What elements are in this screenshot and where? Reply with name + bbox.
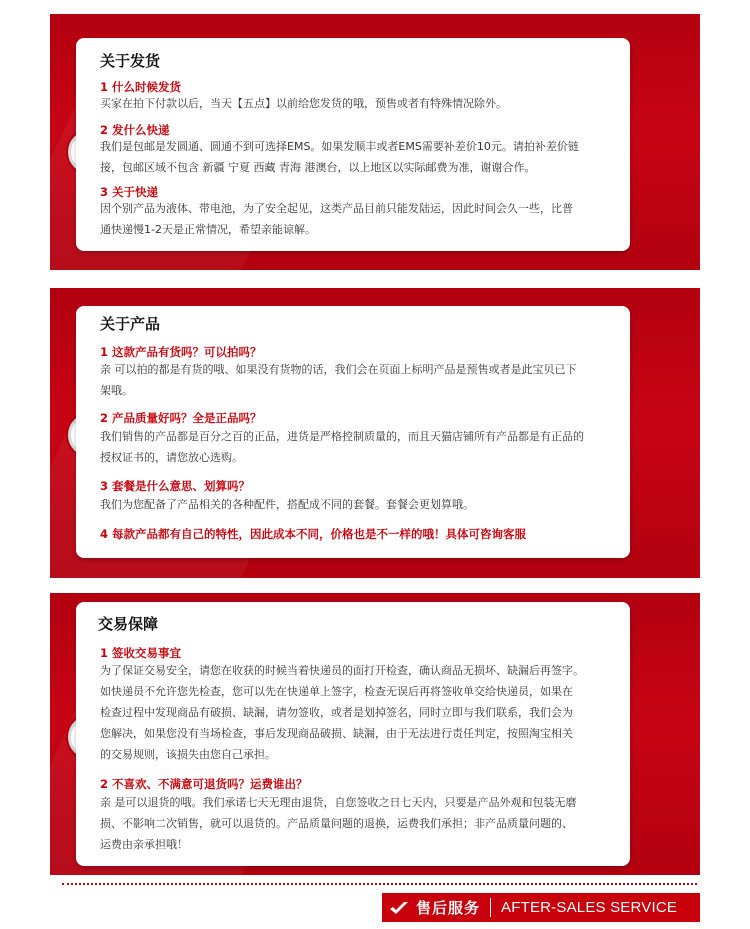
answer-line: 为了保证交易安全，请您在收获的时候当着快递员的面打开检查，确认商品无损坏、缺漏后再签字。: [100, 664, 584, 677]
question-highlight: 4 每款产品都有自己的特性，因此成本不同，价格也是不一样的哦！具体可咨询客服: [100, 527, 527, 541]
answer-line: 您解决，如果您没有当场检查，事后发现商品破损、缺漏，由于无法进行责任判定，按照淘宝相关: [100, 727, 573, 740]
answer-line: 我们为您配备了产品相关的各种配件，搭配成不同的套餐。套餐会更划算哦。: [100, 498, 474, 511]
dotted-divider: [62, 883, 697, 885]
answer-line: 检查过程中发现商品有破损、缺漏，请勿签收，或者是划掉签名，同时立即与我们联系，我们会为: [100, 706, 573, 719]
answer-line: 我们销售的产品都是百分之百的正品，进货是严格控制质量的，而且天猫店铺所有产品都是有正品的: [100, 430, 584, 443]
answer-line: 如快递员不允许您先检查，您可以先在快递单上签字，检查无误后再将签收单交给快递员，如果在: [100, 685, 573, 698]
question: 2 发什么快递: [100, 123, 170, 137]
after-sales-en-label: AFTER-SALES SERVICE: [501, 899, 678, 916]
card-product: [76, 306, 630, 558]
card-guarantee: [76, 602, 630, 866]
answer-line: 架哦。: [100, 384, 133, 397]
question: 3 套餐是什么意思、划算吗？: [100, 479, 251, 493]
answer-line: 损、不影响二次销售，就可以退货的。产品质量问题的退换，运费我们承担；非产品质量问题的、: [100, 817, 573, 830]
card-shipping: [76, 38, 630, 251]
section-title: 关于发货: [100, 52, 161, 70]
answer-line: 的交易规则，该损失由您自己承担。: [100, 748, 276, 761]
after-sales-banner: [382, 893, 700, 922]
answer-line: 授权证书的，请您放心选购。: [100, 451, 243, 464]
question: 2 产品质量好吗？全是正品吗？: [100, 411, 262, 425]
question: 1 这款产品有货吗？可以拍吗？: [100, 345, 262, 359]
question: 1 什么时候发货: [100, 80, 182, 94]
section-title: 关于产品: [100, 315, 161, 333]
section-title: 交易保障: [98, 615, 159, 633]
banner-separator: [490, 898, 491, 917]
answer-line: 因个别产品为液体、带电池，为了安全起见，这类产品目前只能发陆运，因此时间会久一些，比普: [100, 202, 573, 215]
answer-line: 我们是包邮是发圆通、圆通不到可选择EMS。如果发顺丰或者EMS需要补差价10元。请拍补差价链: [100, 140, 579, 153]
answer-line: 接，包邮区域不包含 新疆 宁夏 西藏 青海 港澳台，以上地区以实际邮费为准，谢谢合作。: [100, 161, 536, 174]
question: 1 签收交易事宜: [100, 646, 182, 660]
answer-line: 通快递慢1-2天是正常情况，希望亲能谅解。: [100, 223, 316, 236]
answer-line: 亲 可以拍的都是有货的哦、如果没有货物的话，我们会在页面上标明产品是预售或者是此宝贝已下: [100, 363, 577, 376]
question: 2 不喜欢、不满意可退货吗？运费谁出？: [100, 777, 308, 791]
answer-line: 亲 是可以退货的哦。我们承诺七天无理由退货，自您签收之日七天内，只要是产品外观和包装无磨: [100, 796, 577, 809]
after-sales-cn-label: 售后服务: [416, 899, 481, 917]
answer-line: 运费由亲承担哦！: [100, 838, 188, 851]
check-icon: [382, 900, 416, 916]
question: 3 关于快递: [100, 185, 159, 199]
answer-line: 买家在拍下付款以后，当天【五点】以前给您发货的哦，预售或者有特殊情况除外。: [100, 97, 507, 110]
